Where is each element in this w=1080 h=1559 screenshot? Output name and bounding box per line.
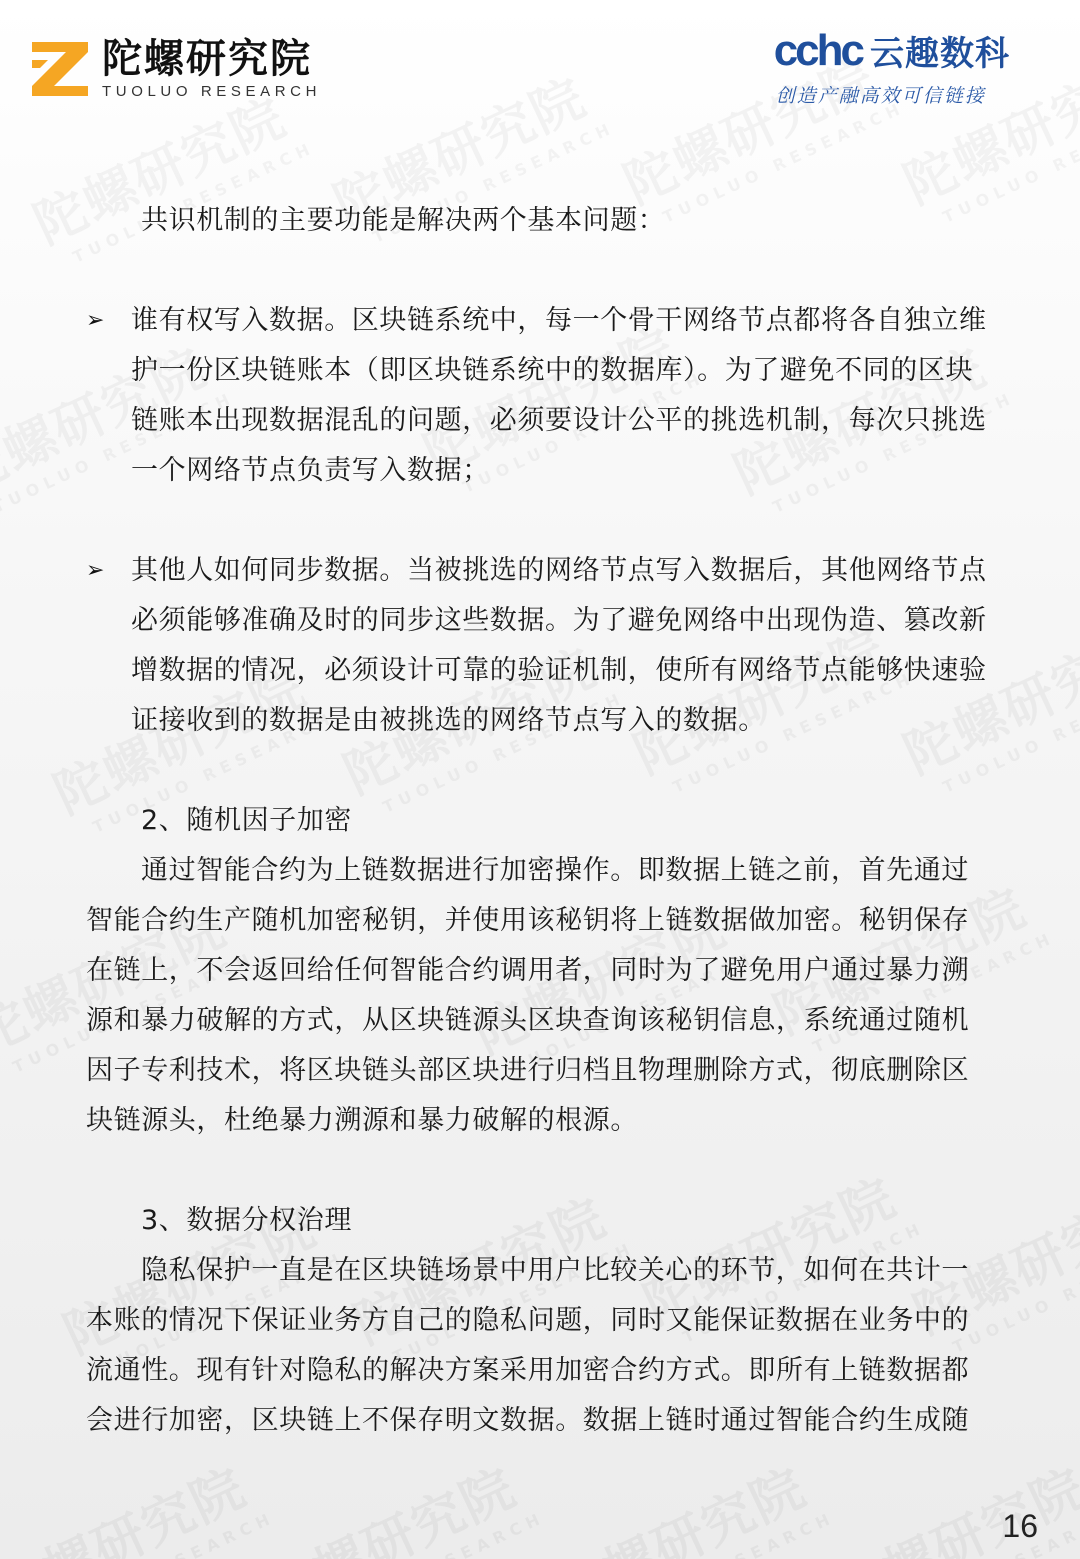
arrow-bullet-icon: ➢ (86, 308, 105, 333)
yunqu-logo (774, 26, 1010, 108)
section-heading: 2、随机因子加密 (141, 805, 352, 836)
bullet-text: 谁有权写入数据。区块链系统中，每一个骨干网络节点都将各自独立维护一份区块链账本（即区块链系统中的数据库）。为了避免不同的区块链账本出现数据混乱的问题，必须要设计公平的挑选机制，每次只挑选一个网络节点负责写入数据； (131, 305, 987, 486)
logo-name-en: TUOLUO RESEARCH (102, 82, 322, 100)
cchc-logo-mark: cchc (773, 25, 862, 75)
watermark (820, 1440, 1080, 1559)
bullet-item (86, 546, 996, 746)
watermark (540, 1440, 838, 1559)
document-body (86, 196, 996, 1446)
page-number: 16 (1002, 1508, 1038, 1544)
bullet-text: 其他人如何同步数据。当被挑选的网络节点写入数据后，其他网络节点必须能够准确及时的同步这些数据。为了避免网络中出现伪造、篡改新增数据的情况，必须设计可靠的验证机制，使所有网络节点能够快速验证接收到的数据是由被挑选的网络节点写入的数据。 (131, 555, 987, 736)
section-heading: 3、数据分权治理 (141, 1205, 352, 1236)
logo-name-cn: 陀螺研究院 (102, 35, 312, 82)
z-logo-icon (28, 36, 92, 100)
brand-slogan: 创造产融高效可信链接 (775, 85, 986, 107)
page-header (0, 0, 1080, 120)
section-paragraph: 通过智能合约为上链数据进行加密操作。即数据上链之前，首先通过智能合约生产随机加密秘钥，并使用该秘钥将上链数据做加密。秘钥保存在链上，不会返回给任何智能合约调用者，同时为了避免用户通过暴力溯源和暴力破解的方式，从区块链源头区块查询该秘钥信息，系统通过随机因子专利技术，将区块链头部区块进行归档且物理删除方式，彻底删除区块链源头，杜绝暴力溯源和暴力破解的根源。 (86, 855, 970, 1136)
brand-name: 云趣数科 (870, 34, 1010, 74)
intro-paragraph: 共识机制的主要功能是解决两个基本问题： (141, 205, 666, 236)
arrow-bullet-icon: ➢ (86, 558, 105, 583)
section-paragraph: 隐私保护一直是在区块链场景中用户比较关心的环节，如何在共计一本账的情况下保证业务方自己的隐私问题，同时又能保证数据在业务中的流通性。现有针对隐私的解决方案采用加密合约方式。即所有上链数据都会进行加密，区块链上不保存明文数据。数据上链时通过智能合约生成随 (86, 1255, 970, 1436)
watermark (0, 1440, 278, 1559)
bullet-item (86, 296, 996, 496)
watermark (250, 1440, 548, 1559)
tuoluo-logo (28, 36, 321, 100)
